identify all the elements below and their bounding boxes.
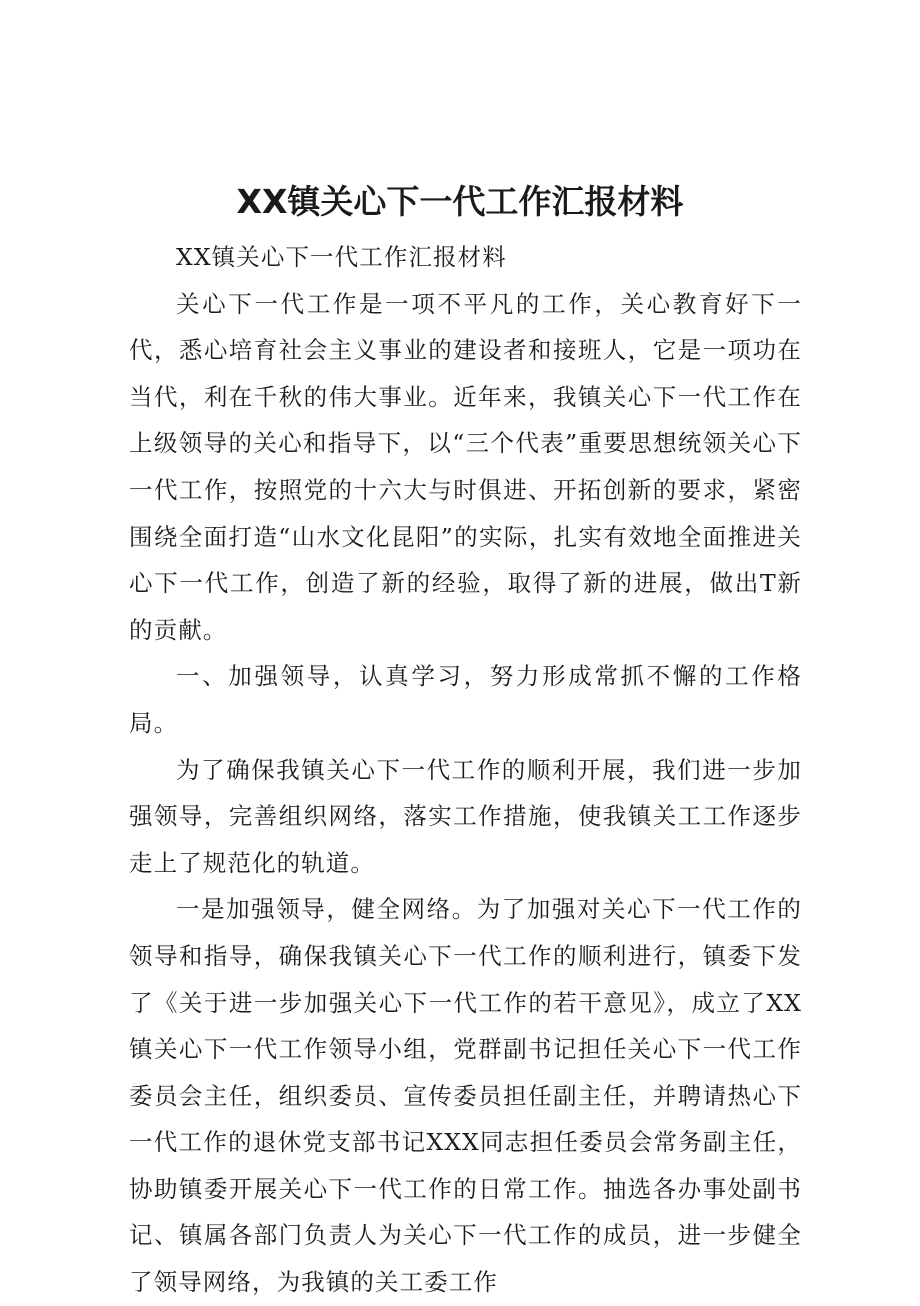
- document-title: XX镇关心下一代工作汇报材料: [236, 182, 684, 221]
- paragraph-point-one: 一是加强领导，健全网络。为了加强对关心下一代工作的领导和指导，确保我镇关心下一代工作的顺利进行，镇委下发了《关于进一步加强关心下一代工作的若干意见》，成立了XX镇关心下一代工作领导小组，党群副书记担任关心下一代工作委员会主任，组织委员、宣传委员担任副主任，并聘请热心下一代工作的退休党支部书记XXX同志担任委员会常务副主任，协助镇委开展关心下一代工作的日常工作。抽选各办事处副书记、镇属各部门负责人为关心下一代工作的成员，进一步健全了领导网络，为我镇的关工委工作: [129, 895, 802, 1297]
- paragraph-intro: 关心下一代工作是一项不平凡的工作，关心教育好下一代，悉心培育社会主义事业的建设者和接班人，它是一项功在当代，利在千秋的伟大事业。近年来，我镇关心下一代工作在上级领导的关心和指导下，以“三个代表”重要思想统领关心下一代工作，按照党的十六大与时俱进、开拓创新的要求，紧密围绕全面打造“山水文化昆阳”的实际，扎实有效地全面推进关心下一代工作，创造了新的经验，取得了新的进展，做出T新的贡献。: [129, 289, 802, 644]
- document-body: [129, 234, 802, 1306]
- paragraph-section-summary: 为了确保我镇关心下一代工作的顺利开展，我们进一步加强领导，完善组织网络，落实工作措施，使我镇关工工作逐步走上了规范化的轨道。: [129, 755, 802, 877]
- paragraph-section-heading: 一、加强领导，认真学习，努力形成常抓不懈的工作格局。: [129, 662, 802, 737]
- paragraph-subtitle: XX镇关心下一代工作汇报材料: [176, 243, 507, 271]
